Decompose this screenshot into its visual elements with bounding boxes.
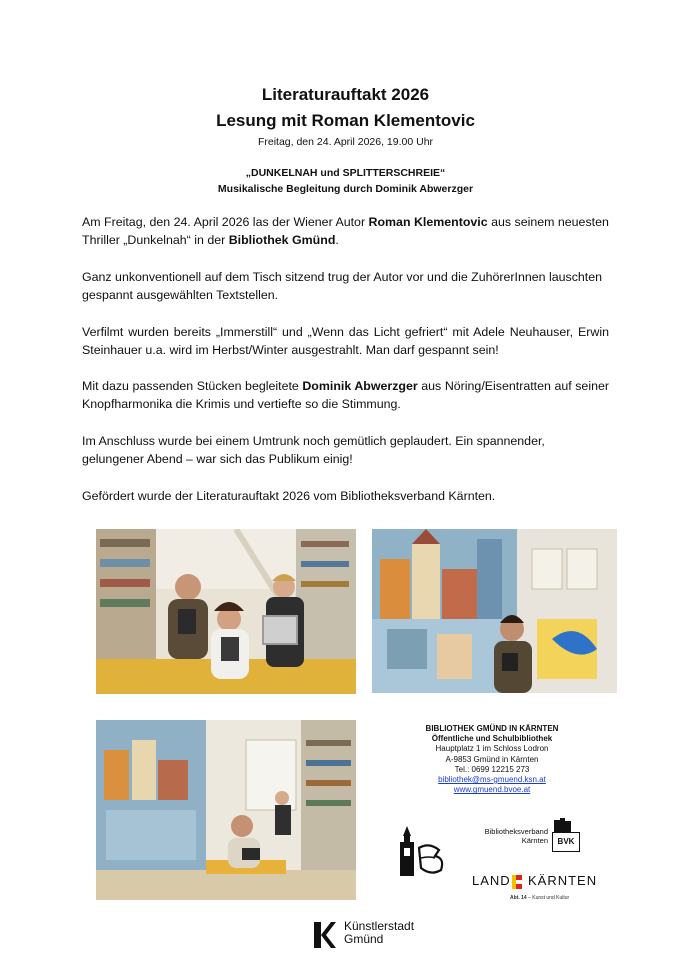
library-name-inline: Bibliothek Gmünd (228, 233, 336, 247)
bvk-badge: BVK (552, 832, 580, 852)
bvk-line-1: Bibliotheksverband (484, 827, 548, 836)
bvk-logo (470, 818, 590, 858)
paragraph-6: Gefördert wurde der Literaturauftakt 2026 vom Bibliotheksverband Kärnten. (82, 489, 496, 503)
musical-accompaniment: Musikalische Begleitung durch Dominik Abwerzger (217, 183, 474, 195)
paragraph-1-text-a: Am Freitag, den 24. April 2026 las der Wiener Autor (82, 215, 369, 229)
library-type: Öffentliche und Schulbibliothek (431, 734, 553, 744)
paragraph-2: Ganz unkonventionell auf dem Tisch sitzend trug der Autor vor und die ZuhörerInnen lauschten gespannt ausgewählten Textstellen. (82, 270, 603, 302)
page-title: Literaturauftakt 2026 (261, 85, 430, 104)
library-contact (392, 724, 592, 795)
musician-name: Dominik Abwerzger (302, 379, 418, 393)
department-label (510, 895, 569, 901)
paragraph-5: Im Anschluss wurde bei einem Umtrunk noch gemütlich geplaudert. Ein spannender, gelungener Abend – war sich das Publikum einig! (82, 434, 545, 466)
bvk-line-2: Kärnten (521, 836, 548, 845)
department-number: Abt. 14 (510, 895, 527, 901)
paragraph-1-text-c: aus seinem neuesten Thriller „Dunkelnah“ in der (82, 215, 609, 247)
carinthia-flag-icon (512, 875, 522, 889)
bvk-book-icon (554, 818, 572, 832)
event-date: Freitag, den 24. April 2026, 19.00 Uhr (257, 136, 434, 148)
author-name: Roman Klementovic (368, 215, 488, 229)
land-text: LAND (472, 873, 511, 888)
gmuend-library-logo (395, 824, 447, 880)
paragraph-4-text-c: aus Nöring/Eisentratten auf seiner Knopfharmonika die Krimis und vertiefte so die Stimmung. (82, 379, 609, 411)
paragraph-1 (82, 213, 609, 249)
kaernten-text: KÄRNTEN (528, 873, 598, 888)
paragraph-1-text-e: . (335, 233, 339, 247)
paragraph-3: Verfilmt wurden bereits „Immerstill“ und „Wenn das Licht gefriert“ mit Adele Neuhauser, Erwin Steinhauer u.a. wird im Herbst/Winter ausgestrahlt. Man darf gespannt sein! (82, 325, 609, 357)
library-web-link[interactable]: www.gmuend.bvoe.at (453, 785, 531, 795)
footer-line-1: Künstlerstadt (344, 919, 415, 933)
paragraph-4-text-a: Mit dazu passenden Stücken begleitete (82, 379, 303, 393)
land-kaernten-logo (472, 873, 602, 891)
event-photo-2 (372, 529, 617, 693)
library-phone: Tel.: 0699 12215 273 (454, 764, 530, 774)
library-title: BIBLIOTHEK GMÜND IN KÄRNTEN (425, 724, 559, 733)
footer-brand (344, 920, 414, 946)
footer-line-2: Gmünd (344, 932, 384, 946)
library-email-link[interactable]: bibliothek@ms-gmuend.ksn.at (438, 775, 546, 785)
library-address-1: Hauptplatz 1 im Schloss Lodron (435, 744, 549, 754)
bvk-name (470, 827, 548, 845)
department-name: – Kunst und Kultur (526, 895, 570, 901)
event-photo-1 (96, 529, 356, 694)
event-photo-3 (96, 720, 356, 900)
page-subtitle: Lesung mit Roman Klementovic (216, 111, 475, 130)
kuenstlerstadt-k-logo (314, 922, 336, 948)
paragraph-4 (82, 377, 609, 413)
book-titles: „DUNKELNAH und SPLITTERSCHREIE“ (245, 167, 446, 179)
library-address-2: A-9853 Gmünd in Kärnten (445, 754, 539, 764)
